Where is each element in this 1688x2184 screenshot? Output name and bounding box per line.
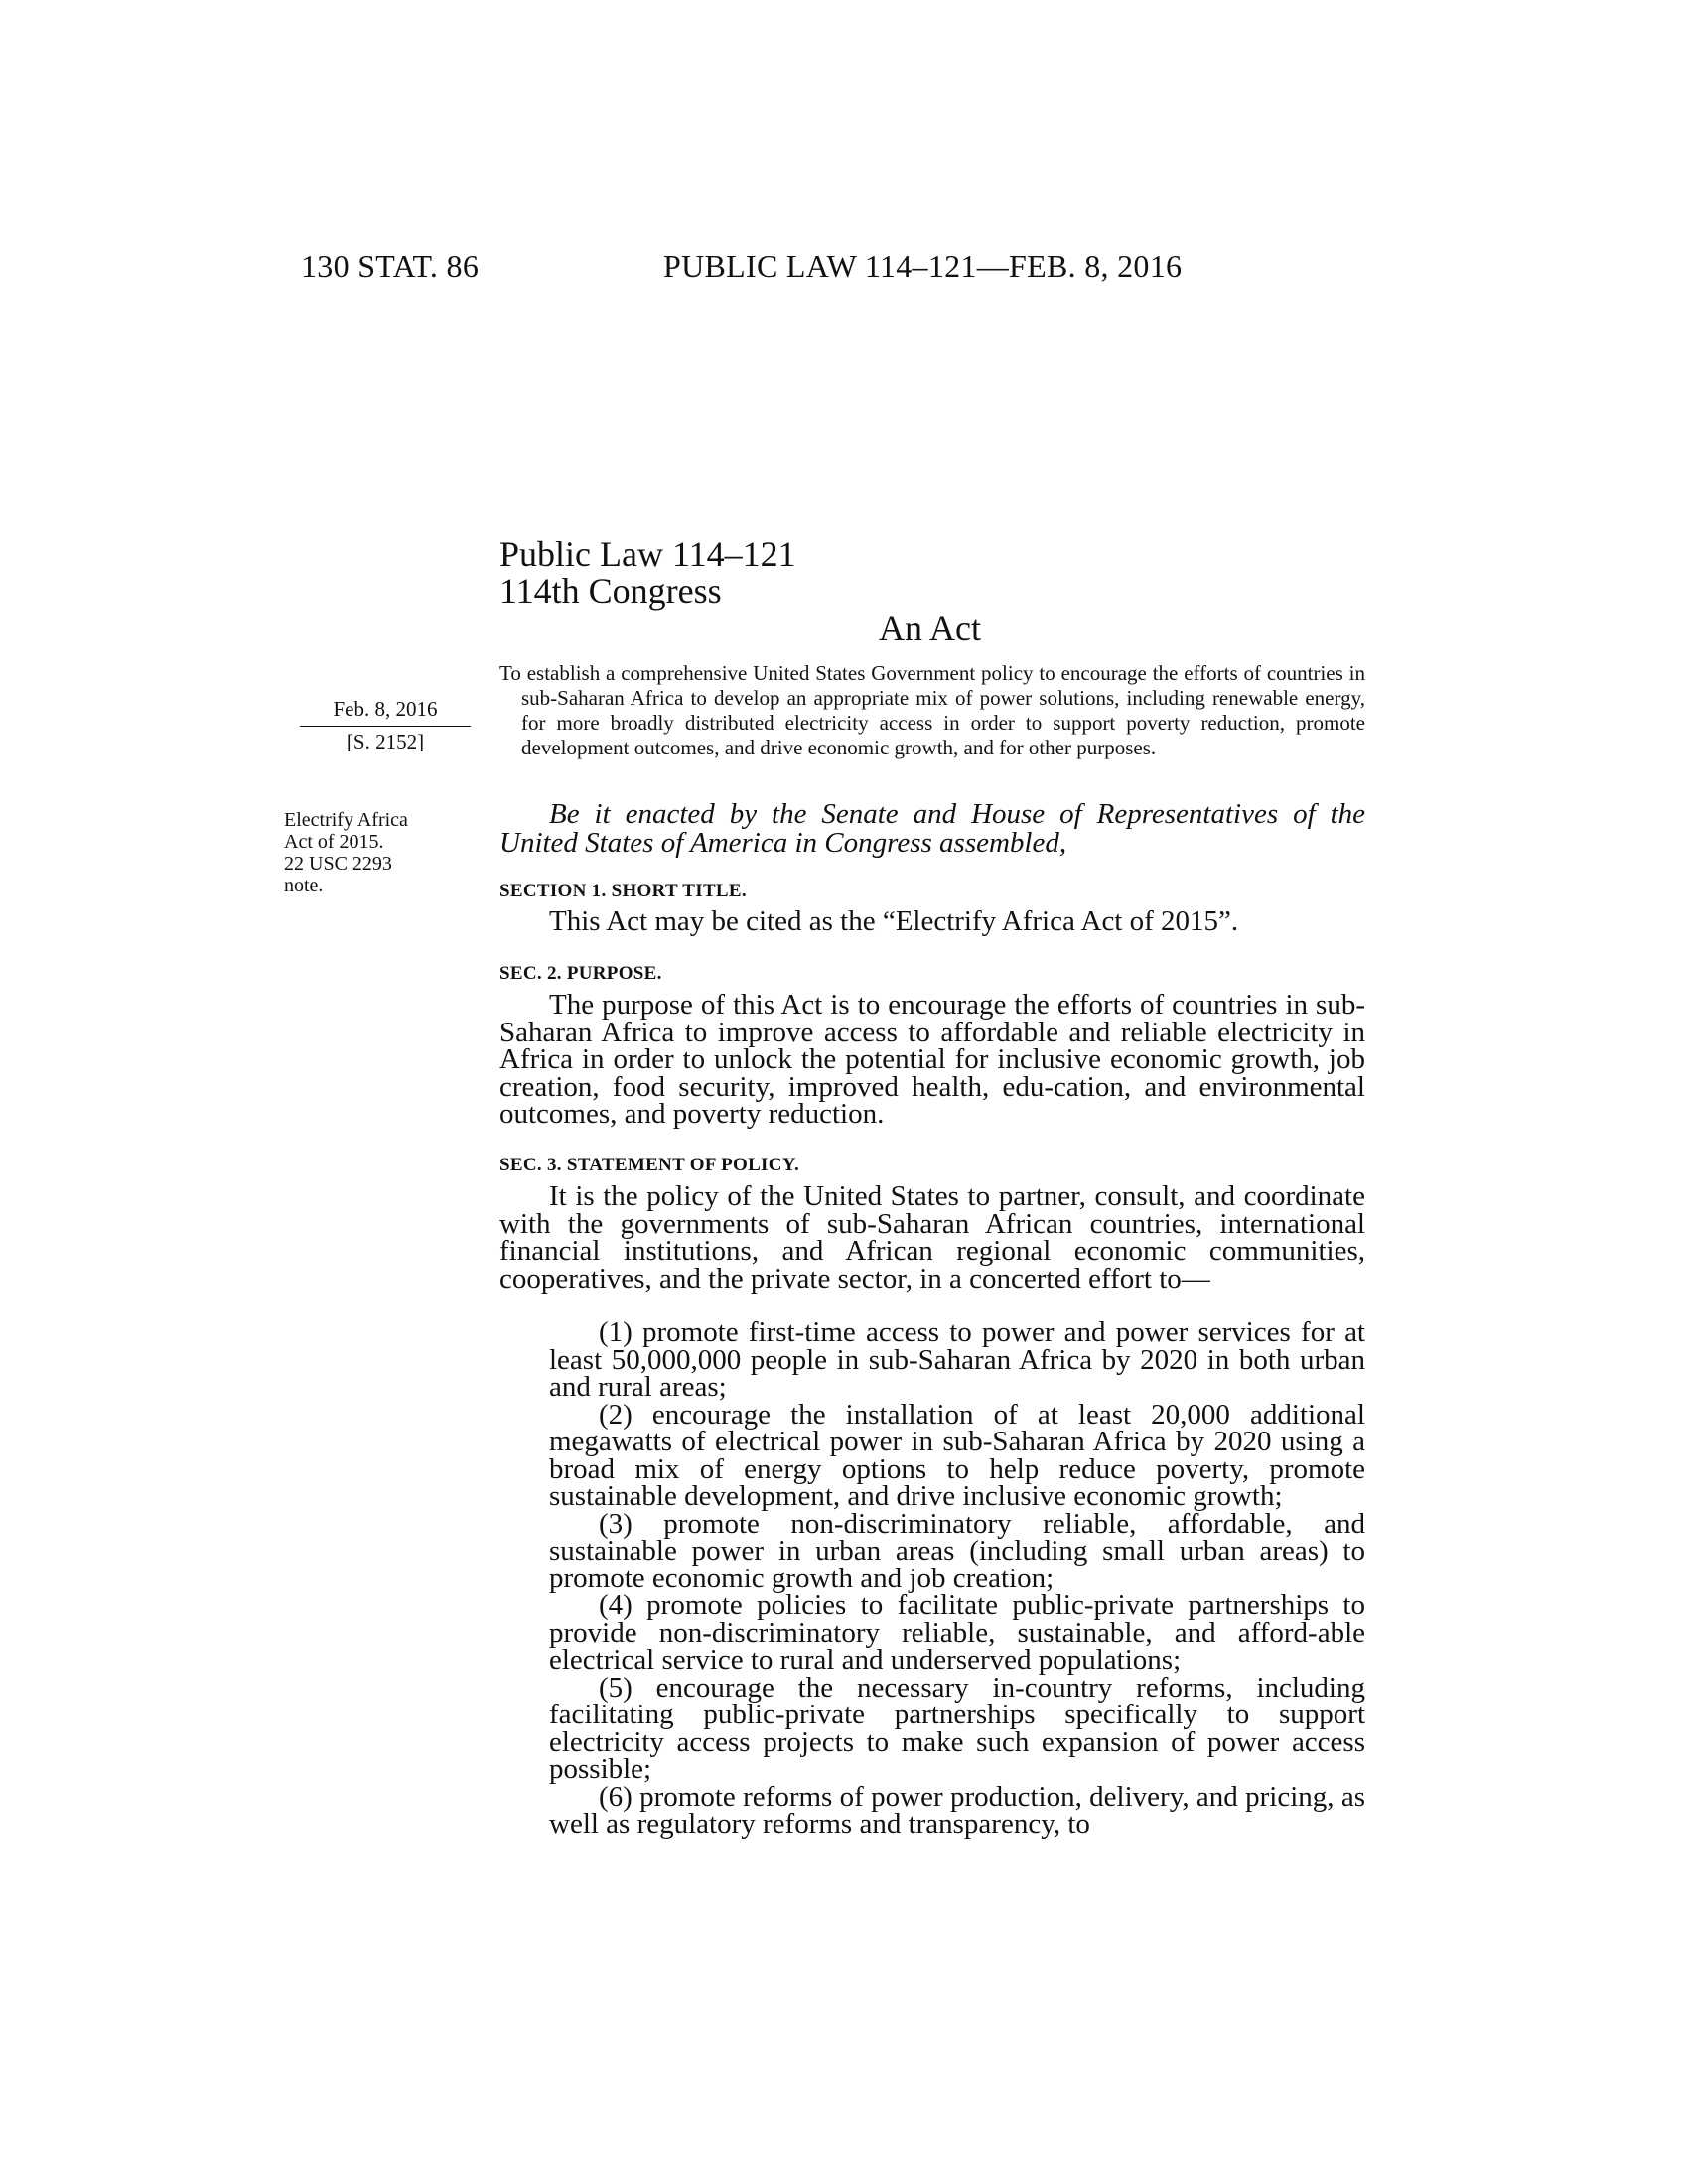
margin-note-line: note. — [284, 875, 324, 896]
margin-note-line: Act of 2015. — [284, 831, 384, 853]
section-3-intro: It is the policy of the United States to partner, consult, and coordinate with the governments of sub-Saharan African countries, international financial institutions, and African regional economic communities, cooperatives, and the private sector, in a concerted effort to— — [499, 1180, 1365, 1295]
enacting-clause: Be it enacted by the Senate and House of Representatives of the United States of America in Congress assembled, — [499, 798, 1365, 859]
section-1-heading: SECTION 1. SHORT TITLE. — [499, 881, 747, 901]
policy-item: (5) encourage the necessary in-country reforms, including facilitating public-private partnerships specifically to support electricity access projects to make such expansion of power access possible; — [549, 1671, 1365, 1785]
policy-list — [549, 1316, 1365, 1840]
policy-item: (1) promote first-time access to power and power services for at least 50,000,000 people in sub-Saharan Africa by 2020 in both urban and rural areas; — [549, 1316, 1365, 1403]
running-header-title: PUBLIC LAW 114–121—FEB. 8, 2016 — [663, 248, 1183, 284]
section-2-heading: SEC. 2. PURPOSE. — [499, 963, 662, 984]
margin-short-title-note — [284, 809, 473, 896]
policy-item: (6) promote reforms of power production, delivery, and pricing, as well as regulatory reforms and transparency, to — [549, 1780, 1365, 1840]
policy-item: (4) promote policies to facilitate public-private partnerships to provide non-discriminatory reliable, sustainable, and afford-able electrical service to rural and underserved populations; — [549, 1589, 1365, 1676]
margin-bill-number: [S. 2152] — [346, 730, 425, 753]
policy-item: (3) promote non-discriminatory reliable, affordable, and sustainable power in urban areas (including small urban areas) to promote economic growth and job creation; — [549, 1507, 1365, 1594]
margin-note-line: Electrify Africa — [284, 809, 408, 831]
section-2-text: The purpose of this Act is to encourage the efforts of countries in sub-Saharan Africa to improve access to affordable and reliable electricity in Africa in order to unlock the potential for inclusive economic growth, job creation, food security, improved health, edu-cation, and environmental outcomes, and poverty reduction. — [499, 989, 1365, 1130]
section-1-text: This Act may be cited as the “Electrify Africa Act of 2015”. — [549, 905, 1239, 937]
congress-number: 114th Congress — [499, 571, 722, 611]
statute-page-reference: 130 STAT. 86 — [301, 248, 480, 284]
public-law-number: Public Law 114–121 — [499, 534, 796, 574]
policy-item: (2) encourage the installation of at least 20,000 additional megawatts of electrical power in sub-Saharan Africa by 2020 using a broad mix of energy options to help reduce poverty, promote sustainable development, and drive inclusive economic growth; — [549, 1398, 1365, 1512]
margin-enactment-date: Feb. 8, 2016 — [300, 696, 471, 727]
section-3-heading: SEC. 3. STATEMENT OF POLICY. — [499, 1155, 800, 1175]
act-label: An Act — [879, 609, 981, 648]
margin-date-note — [300, 696, 471, 754]
long-title: To establish a comprehensive United States Government policy to encourage the efforts of countries in sub-Saharan Africa to develop an appropriate mix of power solutions, including renewable energy, for more broadly distributed electricity access in order to support poverty reduction, promote development outcomes, and drive economic growth, and for other purposes. — [499, 661, 1365, 759]
margin-note-line: 22 USC 2293 — [284, 853, 392, 875]
